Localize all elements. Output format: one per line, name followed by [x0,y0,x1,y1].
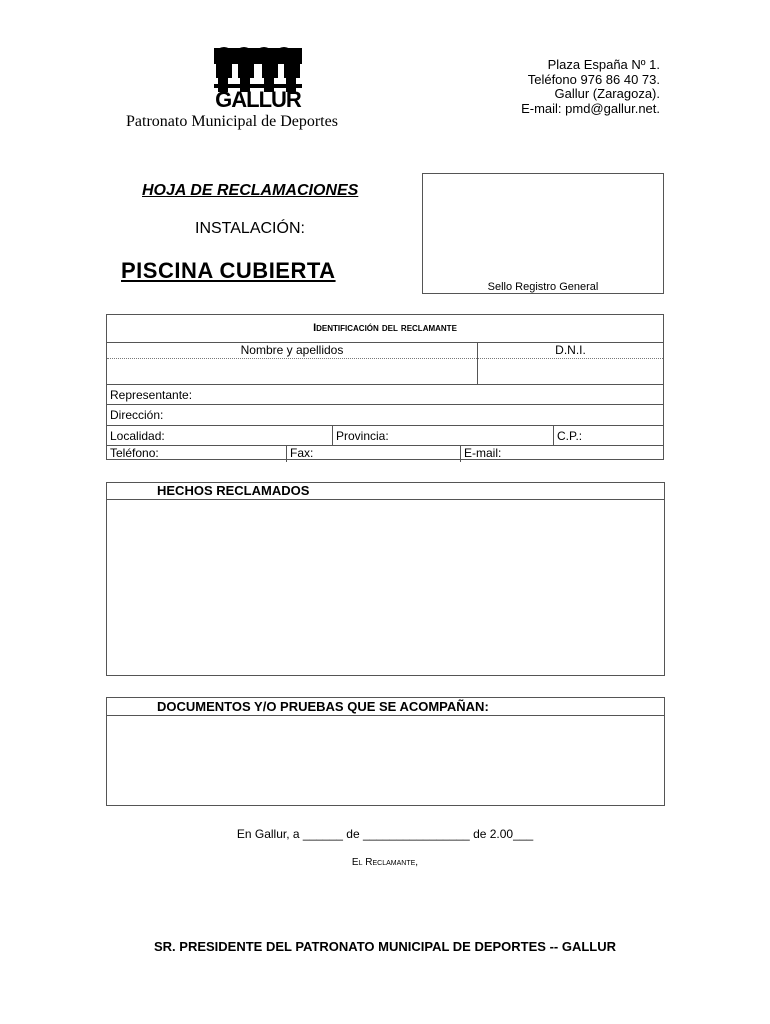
fax-label[interactable]: Fax: [286,446,460,462]
sheet-title: HOJA DE RECLAMACIONES [142,182,359,199]
documents-text-area[interactable] [107,716,664,806]
postal-code-label[interactable]: C.P.: [553,426,663,446]
stamp-label: Sello Registro General [487,281,599,293]
gallur-logo [212,44,304,112]
province-label[interactable]: Provincia: [332,426,553,446]
email-label[interactable]: E-mail: [460,446,663,462]
address-label: Dirección: [110,408,164,422]
city-line: Gallur (Zaragoza). [554,86,660,101]
identification-table [106,314,664,460]
facility-name: PISCINA CUBIERTA [121,258,336,283]
phone-label[interactable]: Teléfono: [110,446,159,460]
logo-text: GALLUR [215,87,301,112]
representative-row[interactable] [107,384,663,405]
representative-label: Representante: [110,388,193,402]
phone-line: Teléfono 976 86 40 73. [527,71,660,87]
identification-header: Identificación del reclamante [313,322,457,334]
date-line: En Gallur, a ______ de ________________ de 2.00___ [236,827,534,841]
name-label: Nombre y apellidos [240,343,344,357]
addressee: SR. PRESIDENTE DEL PATRONATO MUNICIPAL DE DEPORTES -- GALLUR [153,939,616,954]
signer-label: El Reclamante, [351,857,419,868]
dni-label [477,343,663,385]
stamp-box [422,173,664,294]
documents-section [106,697,665,806]
organization-name: Patronato Municipal de Deportes [126,113,338,130]
name-row [107,342,663,385]
address-line: Plaza España Nº 1. [547,57,660,72]
facts-section [106,482,665,676]
locality-row [107,425,663,446]
contact-block [521,58,660,116]
locality-label[interactable]: Localidad: [110,429,165,443]
contact-row [107,445,663,462]
documents-header: DOCUMENTOS Y/O PRUEBAS QUE SE ACOMPAÑAN: [107,698,664,716]
facts-text-area[interactable] [107,500,664,676]
facts-header: HECHOS RECLAMADOS [107,483,664,500]
email-line: E-mail: pmd@gallur.net. [521,100,660,116]
dni-label-text: D.N.I. [555,343,586,357]
installation-label: INSTALACIÓN: [195,220,305,237]
address-row[interactable] [107,404,663,426]
